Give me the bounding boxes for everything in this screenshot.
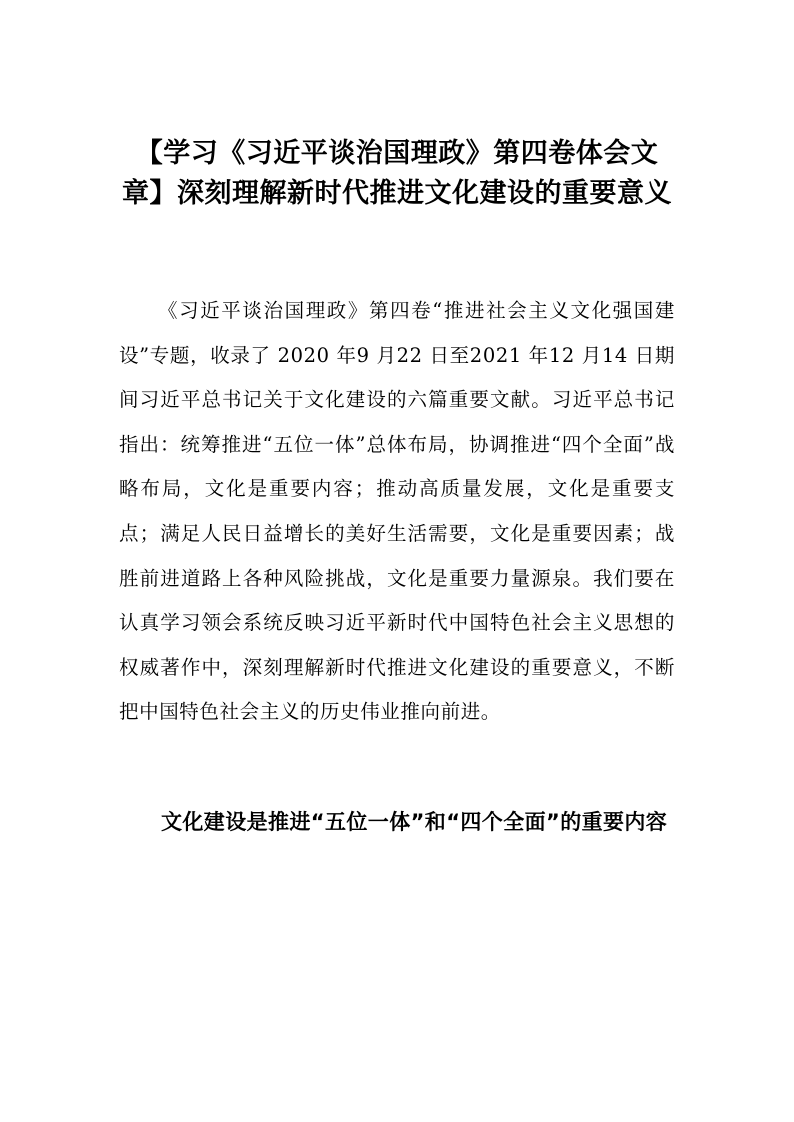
section-heading: 文化建设是推进“五位一体”和“四个全面”的重要内容 [161,810,668,834]
intro-paragraph: 《习近平谈治国理政》第四卷“推进社会主义文化强国建设”专题，收录了 2020 年9 月22 日至2021 年12 月14 日期间习近平总书记关于文化建设的六篇重要文献。习近平总书记指出：统筹推进“五位一体”总体布局，协调推进“四个全面”战略布局，文化是重要内容；推动高质量发展，文化是重要支点；满足人民日益增长的美好生活需要，文化是重要因素；战胜前进道路上各种风险挑战，文化是重要力量源泉。我们要在认真学习领会系统反映习近平新时代中国特色社会主义思想的权威著作中，深刻理解新时代推进文化建设的重要意义，不断把中国特色社会主义的历史伟业推向前进。 [119,299,675,724]
document-title: 【学习《习近平谈治国理政》第四卷体会文章】深刻理解新时代推进文化建设的重要意义 [122,138,672,209]
